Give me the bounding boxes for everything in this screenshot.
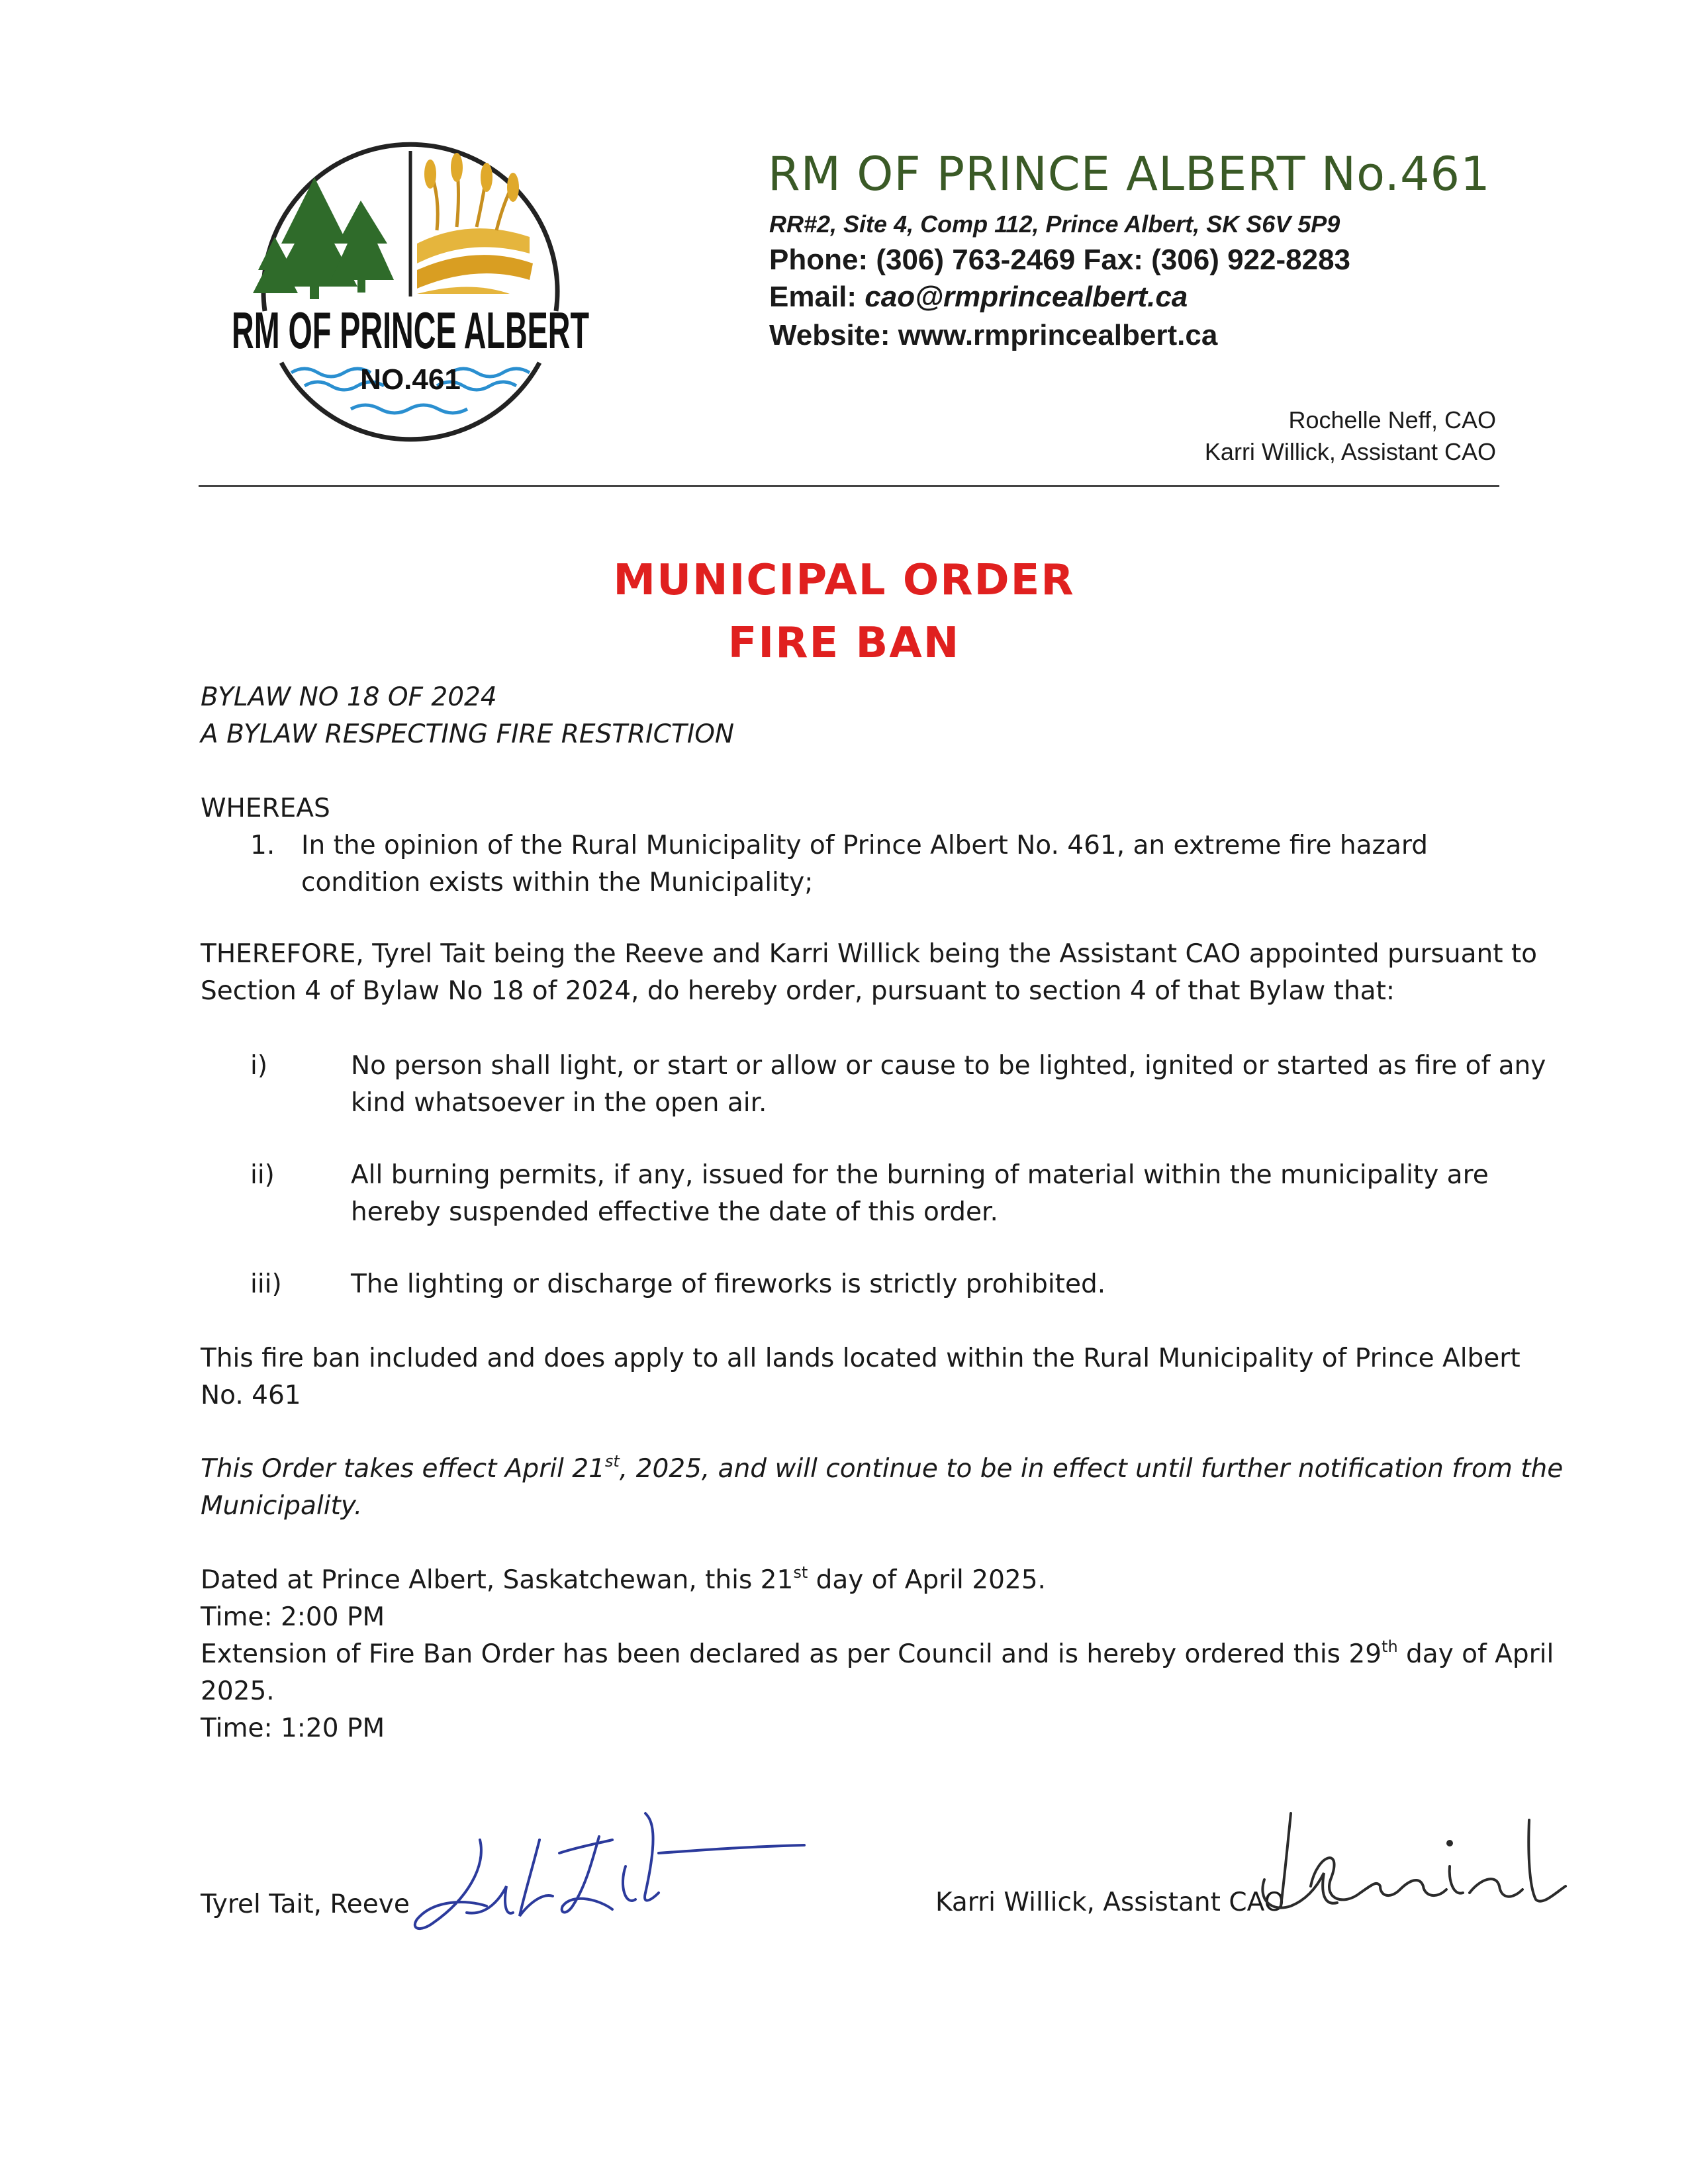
staff-assistant-cao: Karri Willick, Assistant CAO	[1204, 438, 1496, 465]
header-divider	[199, 485, 1499, 487]
extension-year-line: 2025.	[201, 1676, 275, 1706]
staff-cao: Rochelle Neff, CAO	[1288, 406, 1496, 433]
effect-paragraph-line: This Order takes effect April 21st, 2025, and will continue to be in effect until further notification from the	[201, 1452, 1564, 1484]
title-fire-ban: FIRE BAN	[727, 619, 961, 668]
therefore-paragraph-line: Section 4 of Bylaw No 18 of 2024, do hereby order, pursuant to section 4 of that Bylaw that:	[201, 976, 1395, 1006]
address: RR#2, Site 4, Comp 112, Prince Albert, SK S6V 5P9	[769, 210, 1340, 238]
order-item-number: i)	[250, 1051, 268, 1081]
whereas-item-number: 1.	[250, 831, 275, 860]
logo-number: NO.461	[360, 363, 461, 396]
bylaw-number: BYLAW NO 18 OF 2024	[201, 682, 497, 712]
whereas-item-line: condition exists within the Municipality;	[301, 868, 814, 897]
org-title: RM OF PRINCE ALBERT No.461	[768, 147, 1491, 201]
rm-logo	[218, 138, 602, 449]
bylaw-subject: A BYLAW RESPECTING FIRE RESTRICTION	[201, 719, 735, 749]
whereas-heading: WHEREAS	[201, 794, 330, 823]
email-label: Email:	[769, 281, 857, 313]
website-link[interactable]: Website: www.rmprincealbert.ca	[769, 319, 1218, 351]
logo-name: RM OF PRINCE ALBERT	[232, 301, 589, 359]
reeve-signature-label: Tyrel Tait, Reeve	[201, 1889, 410, 1919]
order-item-number: iii)	[250, 1269, 282, 1299]
assistant-cao-signature	[1251, 1807, 1582, 1926]
time-line: Time: 1:20 PM	[201, 1713, 385, 1743]
whereas-item-line: In the opinion of the Rural Municipality of Prince Albert No. 461, an extreme fire hazard	[301, 831, 1428, 860]
effect-paragraph-line: Municipality.	[201, 1491, 363, 1521]
therefore-paragraph-line: THEREFORE, Tyrel Tait being the Reeve and Karri Willick being the Assistant CAO appointed pursuant to	[201, 939, 1538, 969]
time-line: Time: 2:00 PM	[201, 1602, 385, 1632]
email-link[interactable]: cao@rmprincealbert.ca	[865, 281, 1188, 313]
email-line	[769, 281, 1188, 314]
reeve-signature	[407, 1800, 818, 1946]
order-item-line: The lighting or discharge of fireworks is strictly prohibited.	[351, 1269, 1106, 1299]
order-item-line: No person shall light, or start or allow or cause to be lighted, ignited or started as fire of any	[351, 1051, 1546, 1081]
applies-paragraph-line: No. 461	[201, 1381, 301, 1410]
dated-line: Dated at Prince Albert, Saskatchewan, this 21st day of April 2025.	[201, 1563, 1046, 1595]
order-item-line: hereby suspended effective the date of this order.	[351, 1197, 998, 1227]
extension-line: Extension of Fire Ban Order has been declared as per Council and is hereby ordered this 29th day of April	[201, 1637, 1554, 1669]
applies-paragraph-line: This fire ban included and does apply to all lands located within the Rural Municipality of Prince Albert	[201, 1343, 1521, 1373]
assistant-cao-signature-label: Karri Willick, Assistant CAO	[935, 1888, 1285, 1917]
order-item-number: ii)	[250, 1160, 275, 1190]
order-item-line: All burning permits, if any, issued for the burning of material within the municipality are	[351, 1160, 1489, 1190]
title-municipal-order: MUNICIPAL ORDER	[613, 556, 1075, 605]
order-item-line: kind whatsoever in the open air.	[351, 1088, 767, 1118]
phone-fax: Phone: (306) 763-2469 Fax: (306) 922-8283	[769, 244, 1351, 276]
